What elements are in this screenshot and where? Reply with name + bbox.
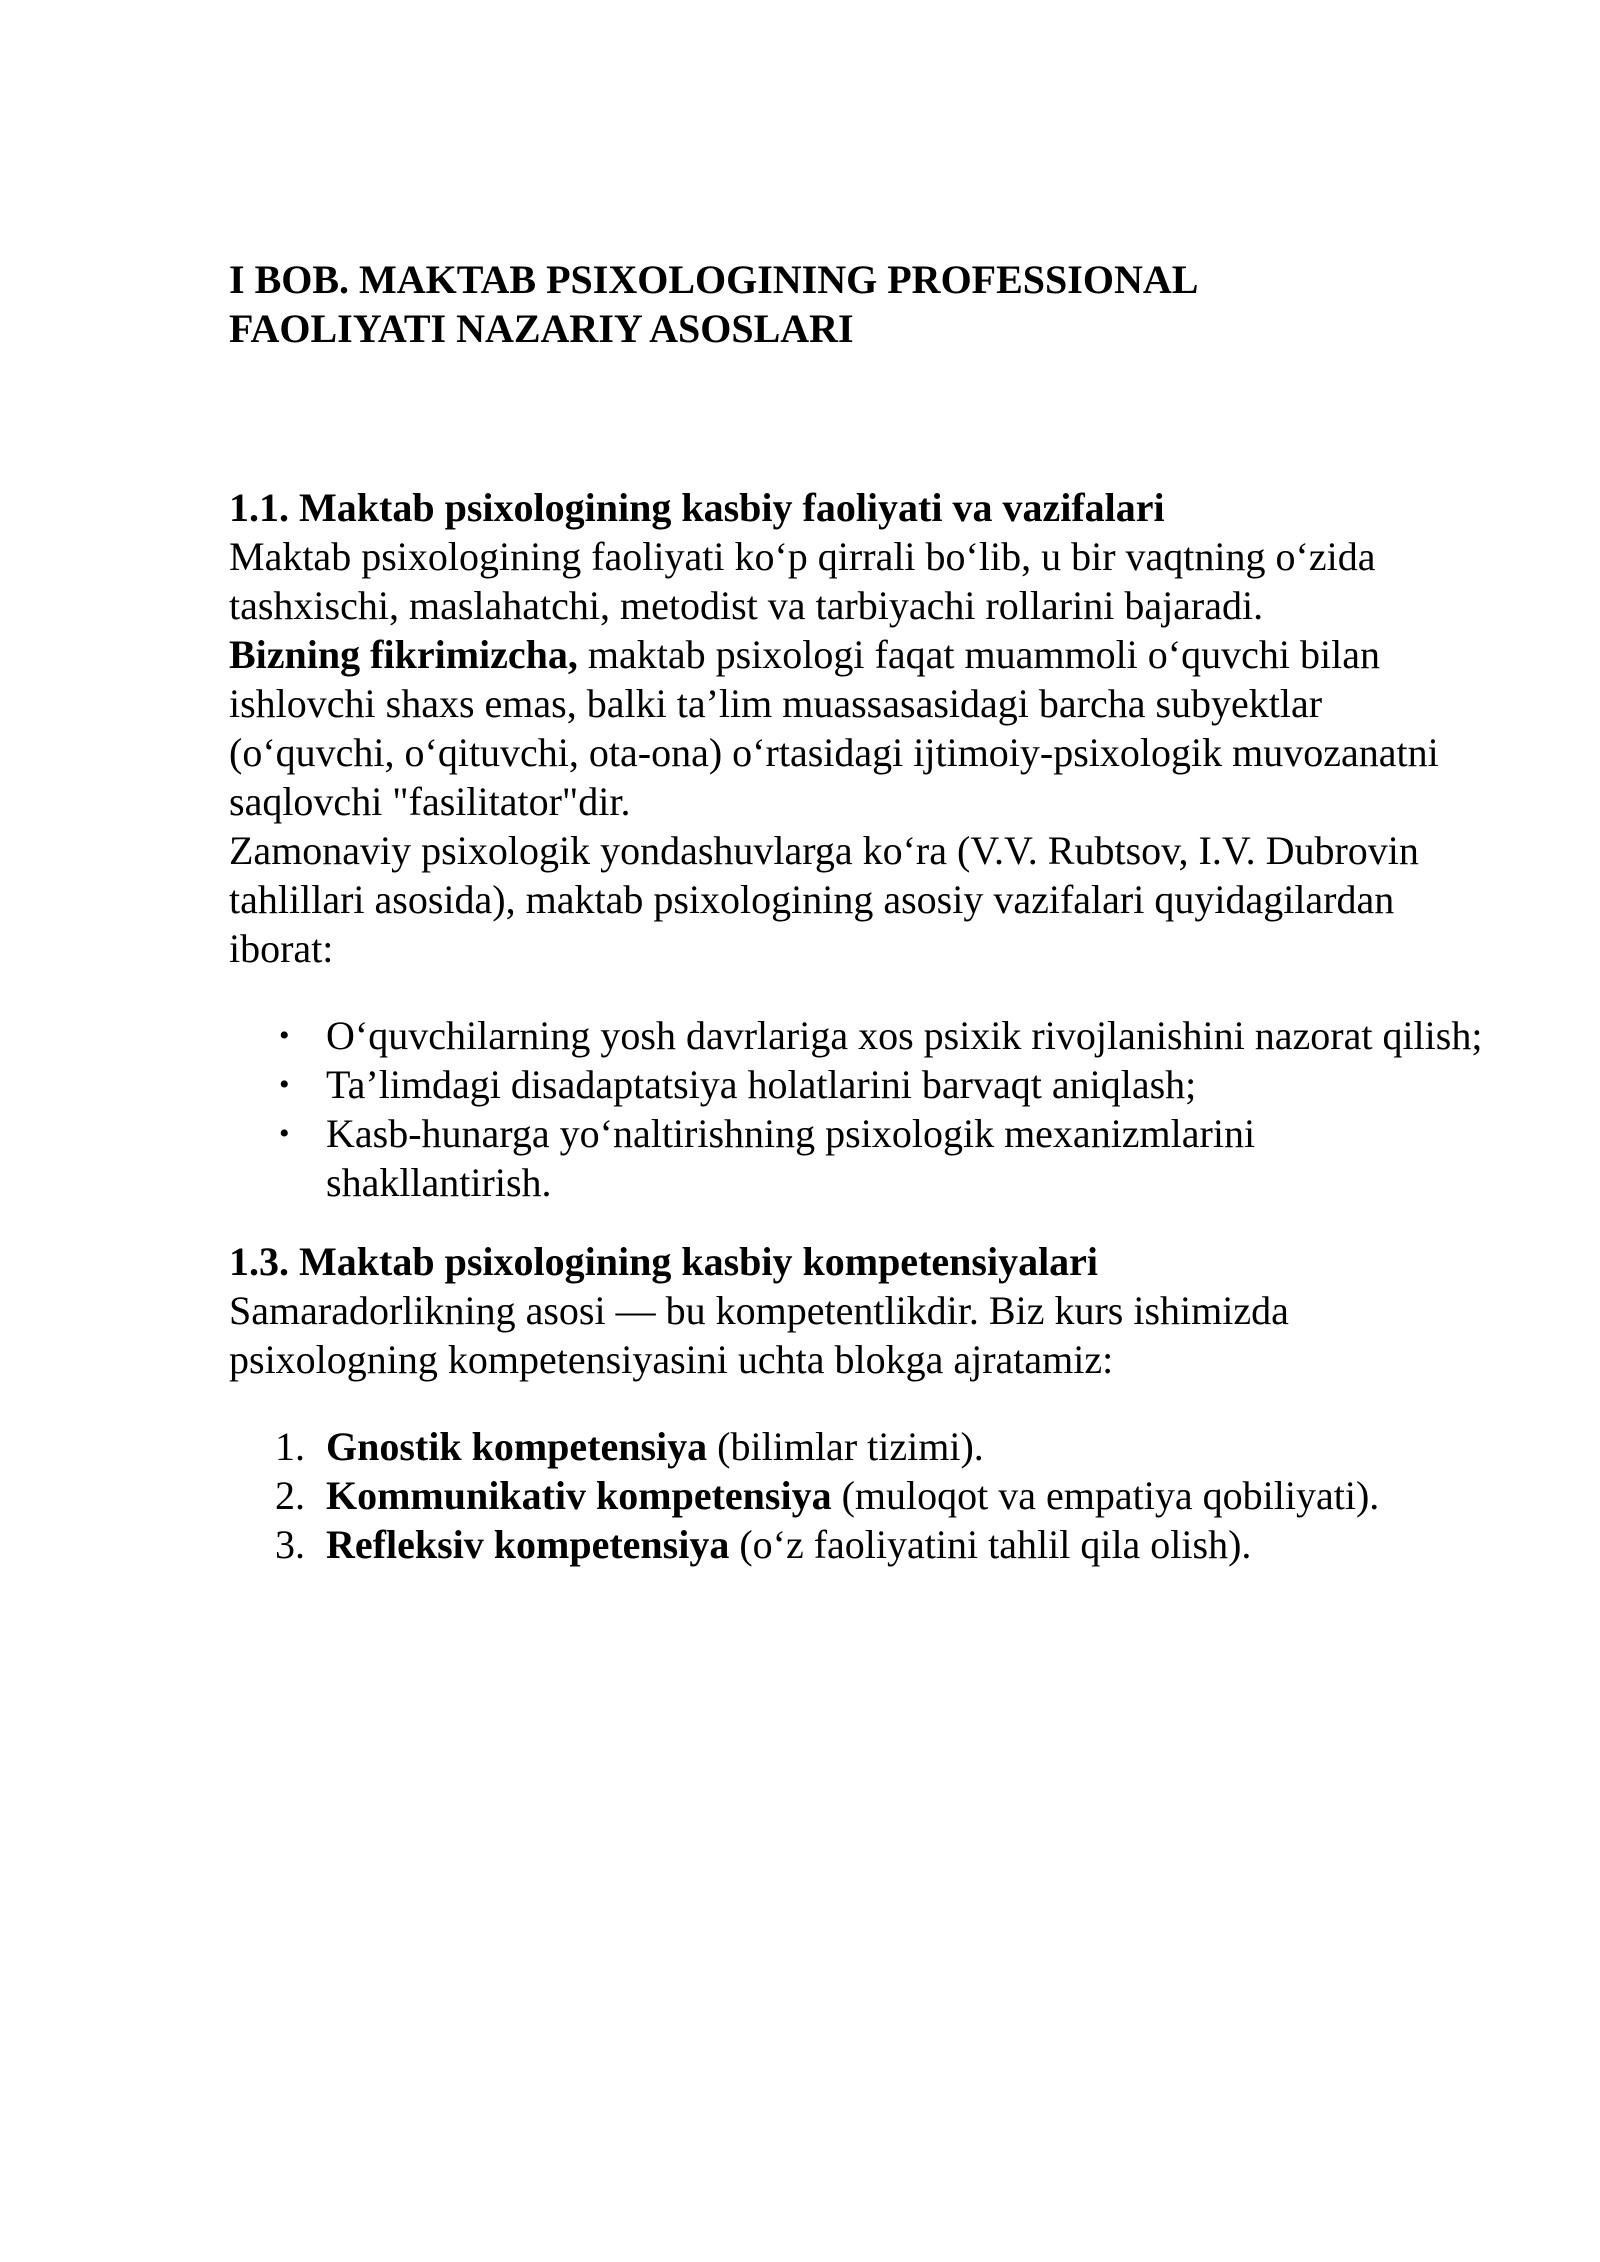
paragraph-role-of-psychologist (229, 532, 1489, 826)
document-page (229, 255, 1489, 1569)
paragraph-competence-intro: Samaradorlikning asosi — bu kompetentlikdir. Biz kurs ishimizda psixologning kompetensiyasini uchta blokga ajratamiz: (229, 1288, 1289, 1382)
list-item-bold: Refleksiv kompetensiya (326, 1522, 730, 1567)
list-item-bold: Gnostik kompetensiya (326, 1424, 708, 1469)
section-heading-1-1: 1.1. Maktab psixologining kasbiy faoliyati va vazifalari (229, 485, 1165, 530)
paragraph-bold-phrase: Bizning fikrimizcha, (229, 632, 578, 677)
paragraph-text: Maktab psixologining faoliyati ko‘p qirrali bo‘lib, u bir vaqtning o‘zida tashxischi, maslahatchi, metodist va tarbiyachi rollarini bajaradi. (229, 534, 1376, 628)
list-number: 3. (275, 1522, 305, 1567)
list-item (229, 1520, 1489, 1569)
section-heading-1-3: 1.3. Maktab psixologining kasbiy kompetensiyalari (229, 1239, 1099, 1284)
chapter-title-line-1: I BOB. MAKTAB PSIXOLOGINING PROFESSIONAL (229, 257, 1199, 302)
list-item (229, 1011, 1489, 1060)
chapter-title-line-2: FAOLIYATI NAZARIY ASOSLARI (229, 306, 854, 351)
paragraph-text-continued: maktab psixologi faqat muammoli o‘quvchi bilan ishlovchi shaxs emas, balki ta’lim muassasasidagi barcha subyektlar (o‘quvchi, o‘qituvchi, ota-ona) o‘rtasidagi ijtimoiy-psixologik muvozanatni saqlovchi "fasilitator"dir. (229, 632, 1439, 824)
chapter-title (229, 255, 1489, 353)
list-item-text: (muloqot va empatiya qobiliyati). (831, 1473, 1380, 1518)
list-item-bold: Kommunikativ kompetensiya (326, 1473, 832, 1518)
list-item-text: (o‘z faoliyatini tahlil qila olish). (729, 1522, 1252, 1567)
list-item-text: Ta’limdagi disadaptatsiya holatlarini barvaqt aniqlash; (326, 1062, 1197, 1107)
list-item-text: (bilimlar tizimi). (707, 1424, 984, 1469)
list-item (229, 1471, 1489, 1520)
list-item (229, 1060, 1489, 1109)
list-item-text: O‘quvchilarning yosh davrlariga xos psixik rivojlanishini nazorat qilish; (326, 1013, 1483, 1058)
list-item (229, 1422, 1489, 1471)
paragraph-tasks-intro: Zamonaviy psixologik yondashuvlarga ko‘ra (V.V. Rubtsov, I.V. Dubrovin tahlillari asosida), maktab psixologining asosiy vazifalari quyidagilardan iborat: (229, 828, 1419, 971)
list-number: 1. (275, 1424, 305, 1469)
bullet-marker: • (279, 1068, 290, 1101)
bullet-marker: • (279, 1117, 290, 1150)
list-item-text: Kasb-hunarga yo‘naltirishning psixologik mexanizmlarini shakllantirish. (326, 1111, 1256, 1205)
competence-numbered-list (229, 1422, 1489, 1569)
list-number: 2. (275, 1473, 305, 1518)
bullet-marker: • (279, 1019, 290, 1052)
list-item (229, 1109, 1489, 1207)
tasks-bullet-list (229, 1011, 1489, 1207)
